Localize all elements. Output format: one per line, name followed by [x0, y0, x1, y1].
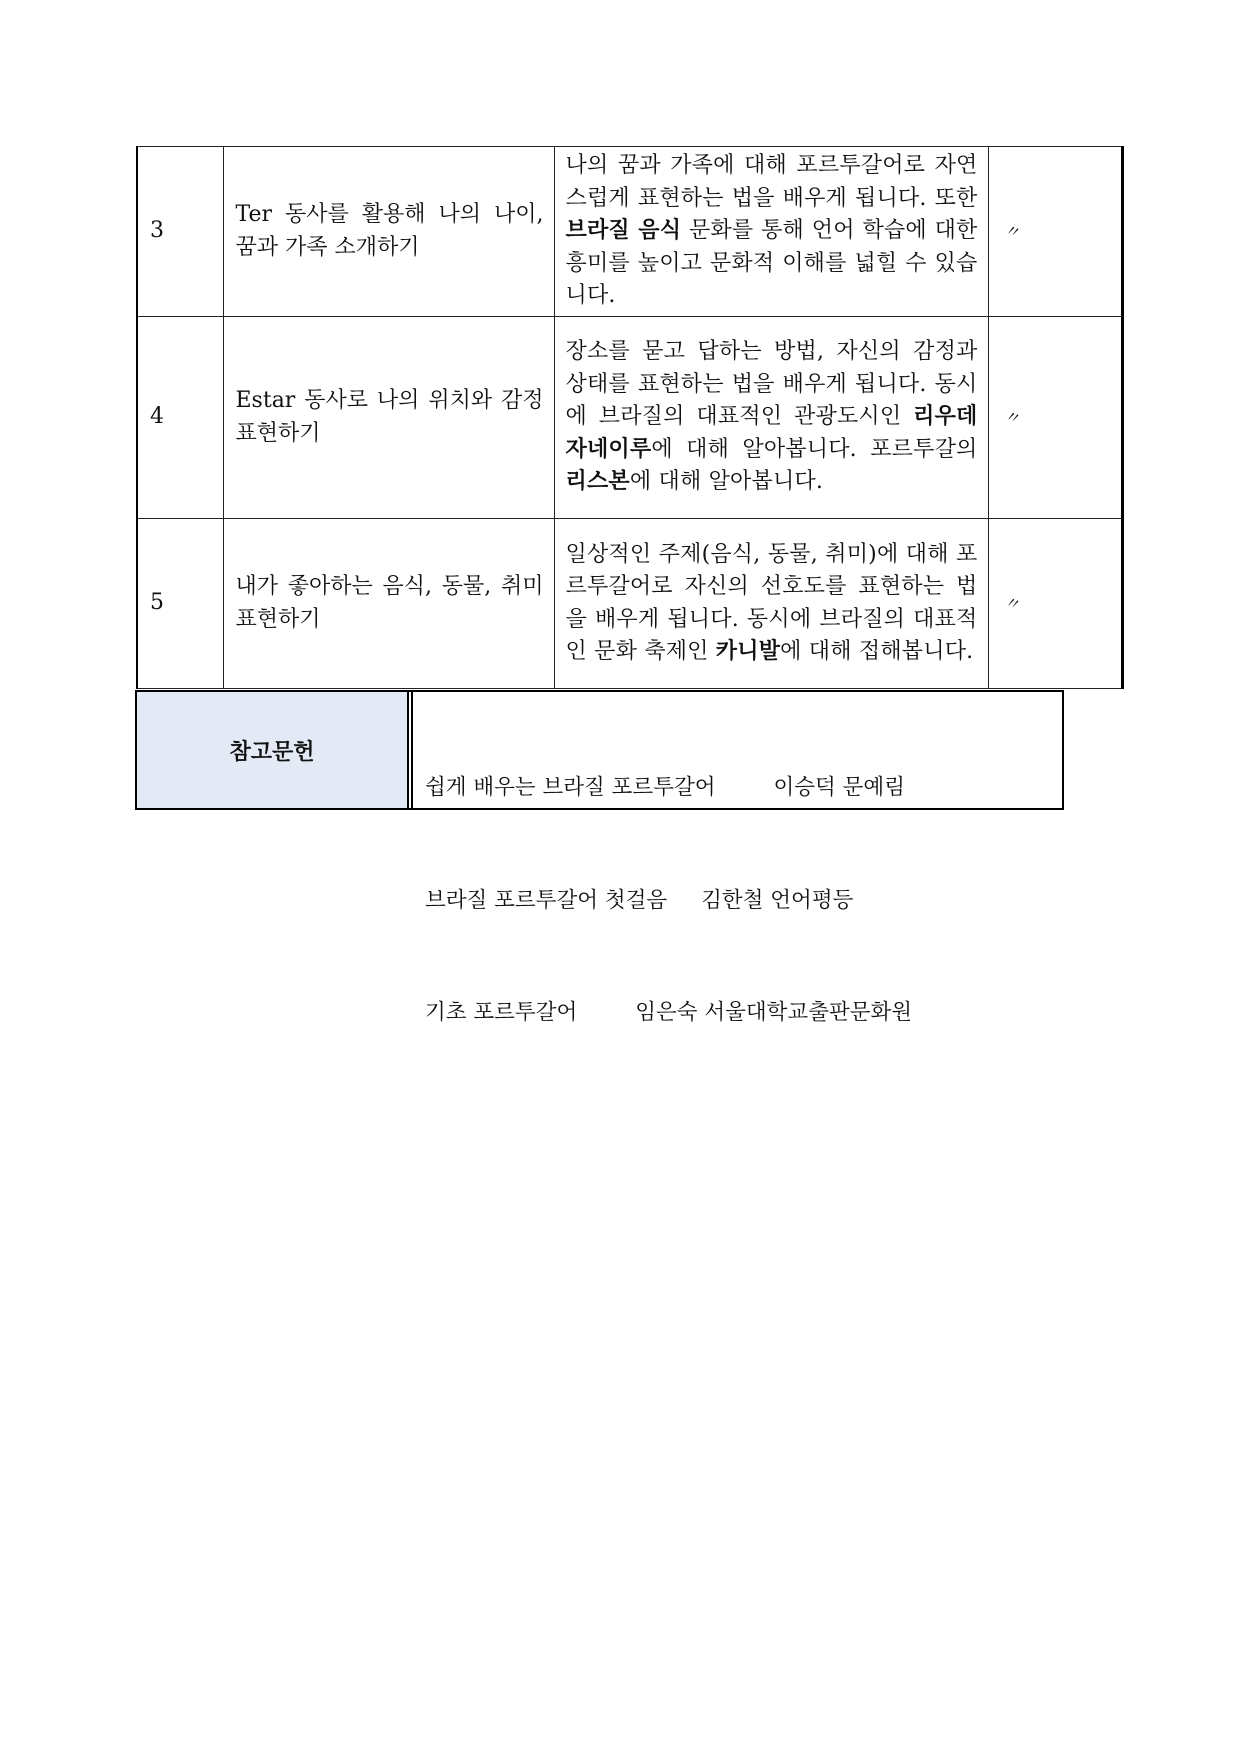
reference-title: 쉽게 배우는 브라질 포르투갈어 [425, 775, 716, 800]
desc-text: 에 대해 접해봅니다. [780, 639, 974, 664]
desc-text: 에 대해 알아봅니다. [629, 469, 824, 495]
reference-title: 브라질 포르투갈어 첫걸음 [425, 887, 668, 913]
desc-text: 에 대해 알아봅니다. 포르투갈의 [651, 436, 978, 462]
lesson-topic-text: 내가 좋아하는 음식, 동물, 취미 표현하기 [235, 574, 544, 632]
lesson-mark [988, 519, 1122, 689]
reference-author: 김한철 언어평등 [701, 887, 854, 913]
desc-text: 장소를 묻고 답하는 방법, 자신의 감정과 상태를 표현하는 법을 배우게 됩니다. 동시에 브라질의 대표적인 관광도시인 [565, 339, 978, 430]
lesson-topic-text: Ter 동사를 활용해 나의 나이, 꿈과 가족 소개하기 [235, 202, 544, 260]
ditto-mark: 〃 [1001, 591, 1024, 615]
lesson-number: 4 [137, 317, 223, 519]
reference-author: 임은숙 서울대학교출판문화원 [635, 1000, 913, 1025]
lesson-description [554, 147, 988, 317]
table-row [137, 519, 1122, 689]
lesson-number: 5 [137, 519, 223, 689]
lesson-topic [223, 147, 554, 317]
desc-keyword: 리스본 [565, 469, 630, 495]
lesson-description [554, 317, 988, 519]
reference-item [425, 882, 1062, 920]
lesson-description-text [566, 539, 978, 669]
references-list [413, 692, 1062, 1025]
desc-keyword: 브라질 음식 [565, 218, 682, 244]
reference-item [425, 769, 1062, 807]
lesson-description-text [566, 336, 978, 499]
desc-text: 문화를 통해 언어 학습에 대한 흥미를 높이고 문화적 이해를 넓힐 수 있습니다. [565, 218, 978, 309]
ditto-mark: 〃 [1001, 405, 1024, 429]
lesson-description-text [566, 150, 978, 313]
reference-item [425, 994, 1062, 1032]
references-block [135, 690, 1064, 1025]
desc-keyword: 리우데자네이루 [565, 404, 978, 462]
lesson-mark [988, 317, 1122, 519]
reference-title: 기초 포르투갈어 [425, 1000, 578, 1025]
lesson-topic [223, 519, 554, 689]
lesson-mark [988, 147, 1122, 317]
ditto-mark: 〃 [1001, 219, 1024, 243]
references-label: 참고문헌 [137, 692, 409, 808]
lesson-description [554, 519, 988, 689]
lesson-number: 3 [137, 147, 223, 317]
desc-keyword: 카니발 [715, 639, 781, 664]
reference-author: 이승덕 문예림 [773, 775, 905, 800]
table-row [137, 317, 1122, 519]
desc-text: 나의 꿈과 가족에 대해 포르투갈어로 자연스럽게 표현하는 법을 배우게 됩니다. 또한 [565, 153, 978, 211]
lesson-table [136, 146, 1124, 689]
lesson-topic-text: Estar 동사로 나의 위치와 감정 표현하기 [235, 388, 544, 446]
desc-text: 일상적인 주제(음식, 동물, 취미)에 대해 포르투갈어로 자신의 선호도를 표현하는 법을 배우게 됩니다. 동시에 브라질의 대표적인 문화 축제인 [565, 541, 978, 664]
lesson-topic [223, 317, 554, 519]
table-row [137, 147, 1122, 317]
